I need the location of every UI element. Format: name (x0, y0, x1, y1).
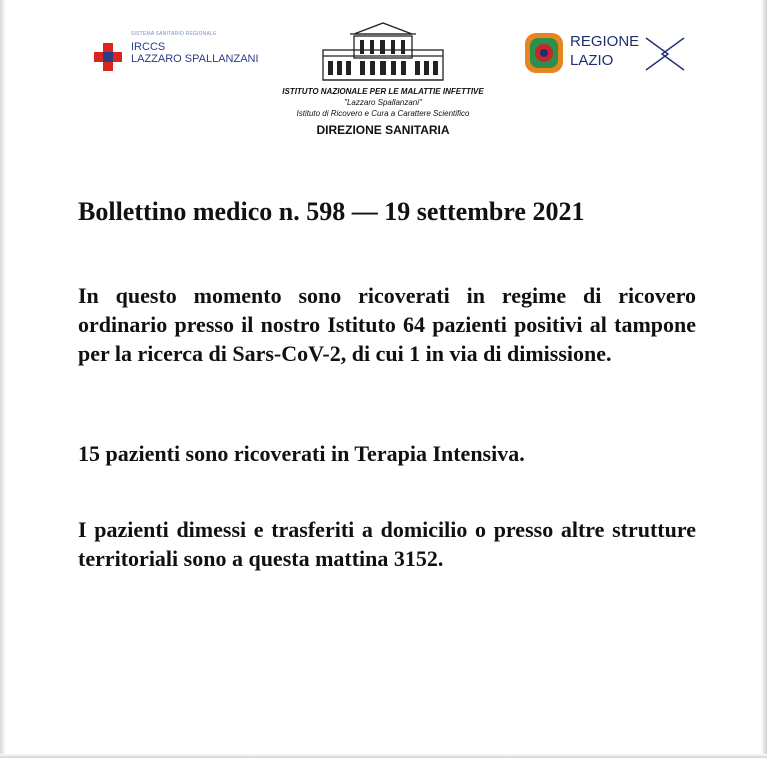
chevron-decoration-icon (644, 32, 686, 76)
page-bottom-edge (0, 754, 767, 758)
institute-heading (230, 86, 536, 139)
institute-subname: "Lazzaro Spallanzani" (344, 98, 422, 107)
bulletin-title: Bollettino medico n. 598 — 19 settembre 2021 (78, 197, 585, 226)
institute-building-icon (320, 20, 446, 84)
irccs-logo (93, 30, 273, 74)
logo-spallanzani-text: LAZZARO SPALLANZANI (131, 53, 259, 65)
logo-tiny-text: SISTEMA SANITARIO REGIONALE (131, 31, 217, 37)
department-title: DIREZIONE SANITARIA (316, 123, 450, 137)
page-right-edge (761, 0, 767, 758)
page-left-edge (0, 0, 6, 758)
logo-regione-text: REGIONE (570, 33, 640, 50)
institute-description: Istituto di Ricovero e Cura a Carattere Scientifico (296, 109, 470, 118)
regione-lazio-emblem-icon (524, 32, 564, 74)
bulletin-paragraph-intensive-care: 15 pazienti sono ricoverati in Terapia Intensiva. (78, 441, 525, 466)
logo-lazio-text: LAZIO (570, 52, 614, 69)
bulletin-paragraph-discharged: I pazienti dimessi e trasferiti a domicilio o presso altre strutture territoriali sono a questa mattina 3152. (78, 517, 696, 571)
regione-lazio-logo (524, 30, 684, 80)
red-cross-icon (93, 42, 123, 72)
institute-name: ISTITUTO NAZIONALE PER LE MALATTIE INFETTIVE (282, 87, 484, 96)
logo-irccs-text: IRCCS (131, 41, 166, 53)
bulletin-paragraph-hospitalized: In questo momento sono ricoverati in regime di ricovero ordinario presso il nostro Istituto 64 pazienti positivi al tampone per la ricerca di Sars-CoV-2, di cui 1 in via di dimissione. (78, 283, 696, 366)
